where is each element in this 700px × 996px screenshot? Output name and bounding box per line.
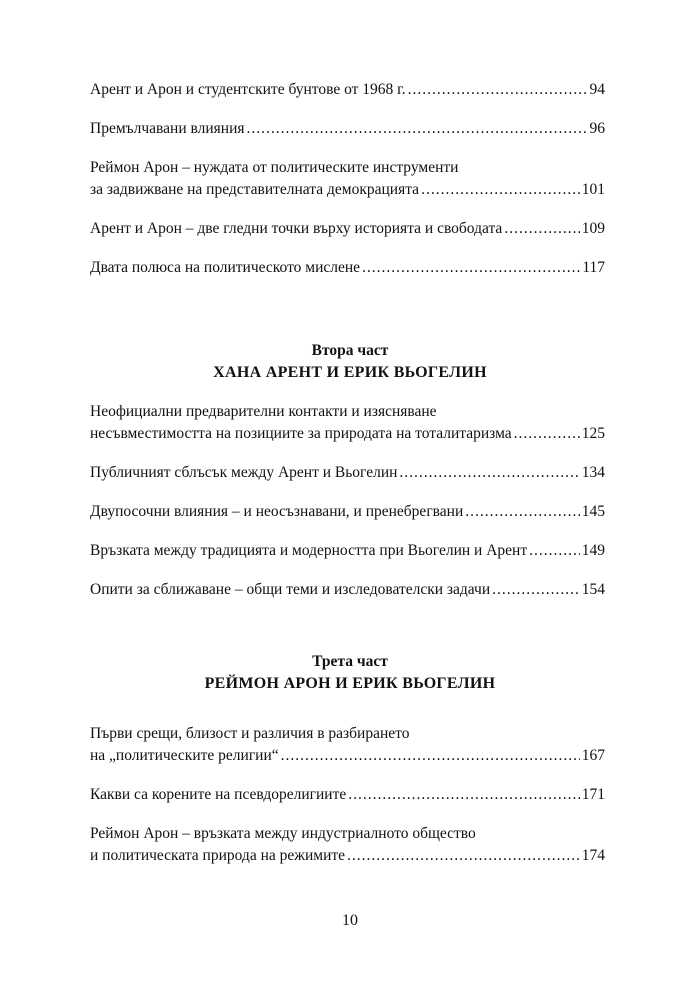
toc-entry-line <box>90 845 605 867</box>
toc-entry-line <box>90 423 605 445</box>
toc-entry-line <box>90 501 605 523</box>
toc-entry-title: и политическата природа на режимите <box>90 847 346 864</box>
part2-heading <box>0 340 700 384</box>
toc-entry <box>90 401 605 445</box>
dot-leader <box>465 501 579 523</box>
dot-leader <box>514 423 580 445</box>
dot-leader <box>347 845 580 867</box>
toc-entry-page: 134 <box>581 464 605 481</box>
dot-leader <box>421 179 580 201</box>
toc-entry-title: Реймон Арон – нуждата от политическите инструменти <box>90 159 459 176</box>
toc-part1-list <box>90 79 605 279</box>
toc-entry-line <box>90 823 605 845</box>
part2-label: Втора част <box>311 342 389 359</box>
toc-entry-page: 109 <box>581 220 605 237</box>
toc-entry <box>90 784 605 806</box>
toc-part3-list <box>90 723 605 867</box>
part3-label: Трета част <box>312 653 388 670</box>
toc-entry-title: Връзката между традицията и модерността при Вьогелин и Арент <box>90 542 528 559</box>
dot-leader <box>504 218 579 240</box>
dot-leader <box>529 540 580 562</box>
dot-leader <box>281 745 580 767</box>
toc-entry-page: 171 <box>581 786 605 803</box>
toc-entry-page: 145 <box>581 503 605 520</box>
toc-entry-title: Двата полюса на политическото мислене <box>90 259 361 276</box>
toc-entry-page: 94 <box>589 81 605 98</box>
toc-entry-title: Арент и Арон – две гледни точки върху историята и свободата <box>90 220 503 237</box>
dot-leader <box>362 257 580 279</box>
toc-entry <box>90 257 605 279</box>
toc-entry-line <box>90 179 605 201</box>
toc-entry <box>90 823 605 867</box>
toc-entry-page: 96 <box>589 120 605 137</box>
toc-entry-line <box>90 579 605 601</box>
toc-entry <box>90 462 605 484</box>
toc-entry-title: Арент и Арон и студентските бунтове от 1968 г. <box>90 81 406 98</box>
dot-leader <box>492 579 580 601</box>
page-number: 10 <box>342 912 358 929</box>
toc-entry-line <box>90 118 605 140</box>
toc-entry <box>90 501 605 523</box>
toc-entry-page: 101 <box>581 181 605 198</box>
toc-entry-title: Първи срещи, близост и различия в разбирането <box>90 725 410 742</box>
dot-leader <box>408 79 588 101</box>
toc-entry-line <box>90 79 605 101</box>
dot-leader <box>247 118 588 140</box>
toc-entry-line <box>90 218 605 240</box>
toc-entry-title: Двупосочни влияния – и неосъзнавани, и пренебрегвани <box>90 503 464 520</box>
toc-entry <box>90 79 605 101</box>
toc-entry-line <box>90 723 605 745</box>
toc-entry-line <box>90 462 605 484</box>
toc-entry-title: Публичният сблъсък между Арент и Вьогелин <box>90 464 398 481</box>
toc-entry-page: 125 <box>581 425 605 442</box>
toc-entry-title: Реймон Арон – връзката между индустриалното общество <box>90 825 476 842</box>
toc-part2-list <box>90 401 605 601</box>
toc-entry-page: 174 <box>581 847 605 864</box>
toc-entry <box>90 723 605 767</box>
toc-entry <box>90 118 605 140</box>
part3-title: РЕЙМОН АРОН И ЕРИК ВЬОГЕЛИН <box>204 675 496 692</box>
toc-entry-line <box>90 745 605 767</box>
toc-entry-title: несъвместимостта на позициите за природата на тоталитаризма <box>90 425 512 442</box>
toc-entry-title: Премълчавани влияния <box>90 120 245 137</box>
toc-entry-page: 167 <box>581 747 605 764</box>
toc-entry-page: 149 <box>581 542 605 559</box>
toc-entry-page: 117 <box>582 259 605 276</box>
toc-entry <box>90 218 605 240</box>
part2-title: ХАНА АРЕНТ И ЕРИК ВЬОГЕЛИН <box>213 364 487 381</box>
toc-entry-line <box>90 784 605 806</box>
toc-entry-line <box>90 157 605 179</box>
toc-entry <box>90 157 605 201</box>
toc-entry-line <box>90 257 605 279</box>
toc-entry-title: Опити за сближаване – общи теми и изследователски задачи <box>90 581 491 598</box>
toc-entry <box>90 579 605 601</box>
dot-leader <box>399 462 579 484</box>
toc-entry-title: Какви са корените на псевдорелигиите <box>90 786 347 803</box>
toc-entry <box>90 540 605 562</box>
toc-entry-line <box>90 540 605 562</box>
toc-entry-title: на „политическите религии“ <box>90 747 279 764</box>
part3-heading <box>0 651 700 695</box>
toc-entry-line <box>90 401 605 423</box>
toc-entry-title: за задвижване на представителната демокрацията <box>90 181 420 198</box>
dot-leader <box>348 784 580 806</box>
toc-entry-title: Неофициални предварителни контакти и изясняване <box>90 403 437 420</box>
toc-entry-page: 154 <box>581 581 605 598</box>
